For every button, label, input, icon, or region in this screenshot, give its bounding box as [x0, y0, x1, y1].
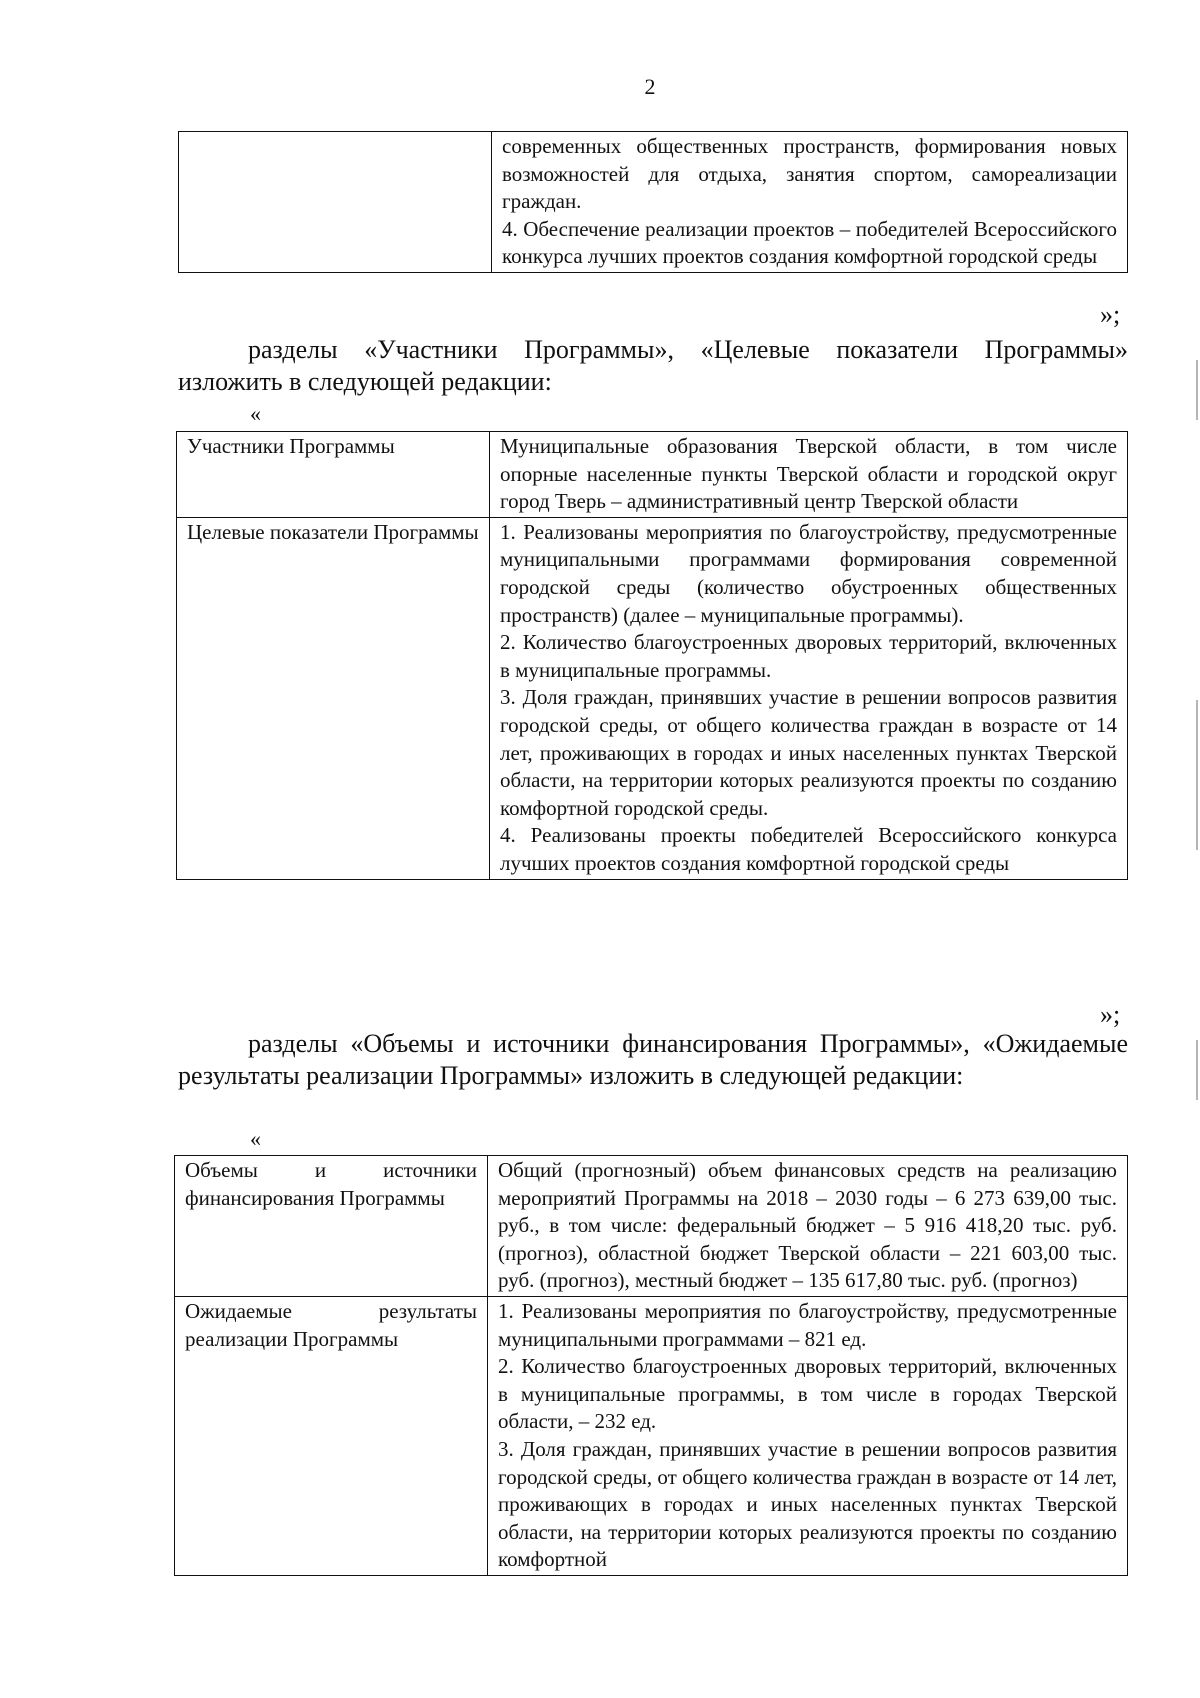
paragraph-sections-participants: [178, 334, 1128, 398]
table-cell-right: [492, 132, 1128, 273]
cell-paragraph: 1. Реализованы мероприятия по благоустройству, предусмотренные муниципальными программами – 821 ед.: [498, 1298, 1117, 1351]
cell-paragraph: 1. Реализованы мероприятия по благоустройству, предусмотренные муниципальными программами формирования современной городской среды (количество обустроенных общественных пространств) (далее – муниципальные программы).: [500, 519, 1117, 627]
table-row: [177, 517, 1128, 879]
page-number: 2: [644, 74, 656, 99]
table-cell-right: [490, 432, 1128, 518]
paragraph-sections-financing: [178, 1028, 1128, 1092]
cell-paragraph: Муниципальные образования Тверской области, в том числе опорные населенные пункты Тверской области и городской округ город Тверь – административный центр Тверской области: [500, 434, 1117, 514]
table-row: [175, 1296, 1128, 1575]
table-cell-right: [488, 1156, 1128, 1297]
scan-mark: [1196, 1040, 1198, 1100]
cell-paragraph: 3. Доля граждан, принявших участие в решении вопросов развития городской среды, от общего количества граждан в возрасте от 14 лет, проживающих в городах и иных населенных пунктах Тверской области, на территории которых реализуются проекты по созданию комфортной городской среды.: [500, 685, 1117, 820]
table-cell-right: [488, 1296, 1128, 1575]
table-financing-results: [174, 1155, 1128, 1576]
table-continuation: [178, 131, 1128, 273]
cell-paragraph: 3. Доля граждан, принявших участие в решении вопросов развития городской среды, от общего количества граждан в возрасте от 14 лет, проживающих в городах и иных населенных пунктах Тверской области, на территории которых реализуются проекты по созданию комфортной: [498, 1436, 1117, 1572]
table-cell-right: [490, 517, 1128, 879]
cell-paragraph: современных общественных пространств, формирования новых возможностей для отдыха, занятия спортом, самореализации граждан.: [502, 134, 1117, 214]
table-row: [179, 132, 1128, 273]
table-row: [175, 1156, 1128, 1297]
table-row: [177, 432, 1128, 518]
scan-mark: [1196, 360, 1198, 420]
cell-paragraph: 4. Обеспечение реализации проектов – победителей Всероссийского конкурса лучших проектов создания комфортной городской среды: [502, 216, 1117, 269]
opening-quote: «: [250, 401, 261, 426]
cell-paragraph: 2. Количество благоустроенных дворовых территорий, включенных в муниципальные программы, в том числе в городах Тверской области, – 232 ед.: [498, 1354, 1117, 1434]
table-cell-left: Целевые показатели Программы: [177, 517, 490, 879]
table-cell-left: [179, 132, 492, 273]
cell-paragraph: 2. Количество благоустроенных дворовых территорий, включенных в муниципальные программы.: [500, 630, 1117, 682]
table-cell-left: Объемы и источники финансирования Программы: [175, 1156, 488, 1297]
paragraph-text: разделы «Объемы и источники финансирования Программы», «Ожидаемые результаты реализации Программы» изложить в следующей редакции:: [178, 1029, 1128, 1090]
cell-paragraph: 4. Реализованы проекты победителей Всероссийского конкурса лучших проектов создания комфортной городской среды: [500, 823, 1117, 875]
table-cell-left: Ожидаемые результаты реализации Программы: [175, 1296, 488, 1575]
cell-paragraph: Общий (прогнозный) объем финансовых средств на реализацию мероприятий Программы на 2018 – 2030 годы – 6 273 639,00 тыс. руб., в том числе: федеральный бюджет – 5 916 418,20 тыс. руб. (прогноз), областной бюджет Тверской области – 221 603,00 тыс. руб. (прогноз), местный бюджет – 135 617,80 тыс. руб. (прогноз): [498, 1158, 1117, 1293]
table-participants-indicators: [176, 431, 1128, 880]
closing-quote: »;: [1100, 1000, 1121, 1029]
closing-quote: »;: [1100, 300, 1121, 329]
table-cell-left: Участники Программы: [177, 432, 490, 518]
paragraph-text: разделы «Участники Программы», «Целевые показатели Программы» изложить в следующей редакции:: [178, 335, 1128, 396]
opening-quote: «: [250, 1126, 261, 1151]
scan-mark: [1196, 700, 1198, 850]
